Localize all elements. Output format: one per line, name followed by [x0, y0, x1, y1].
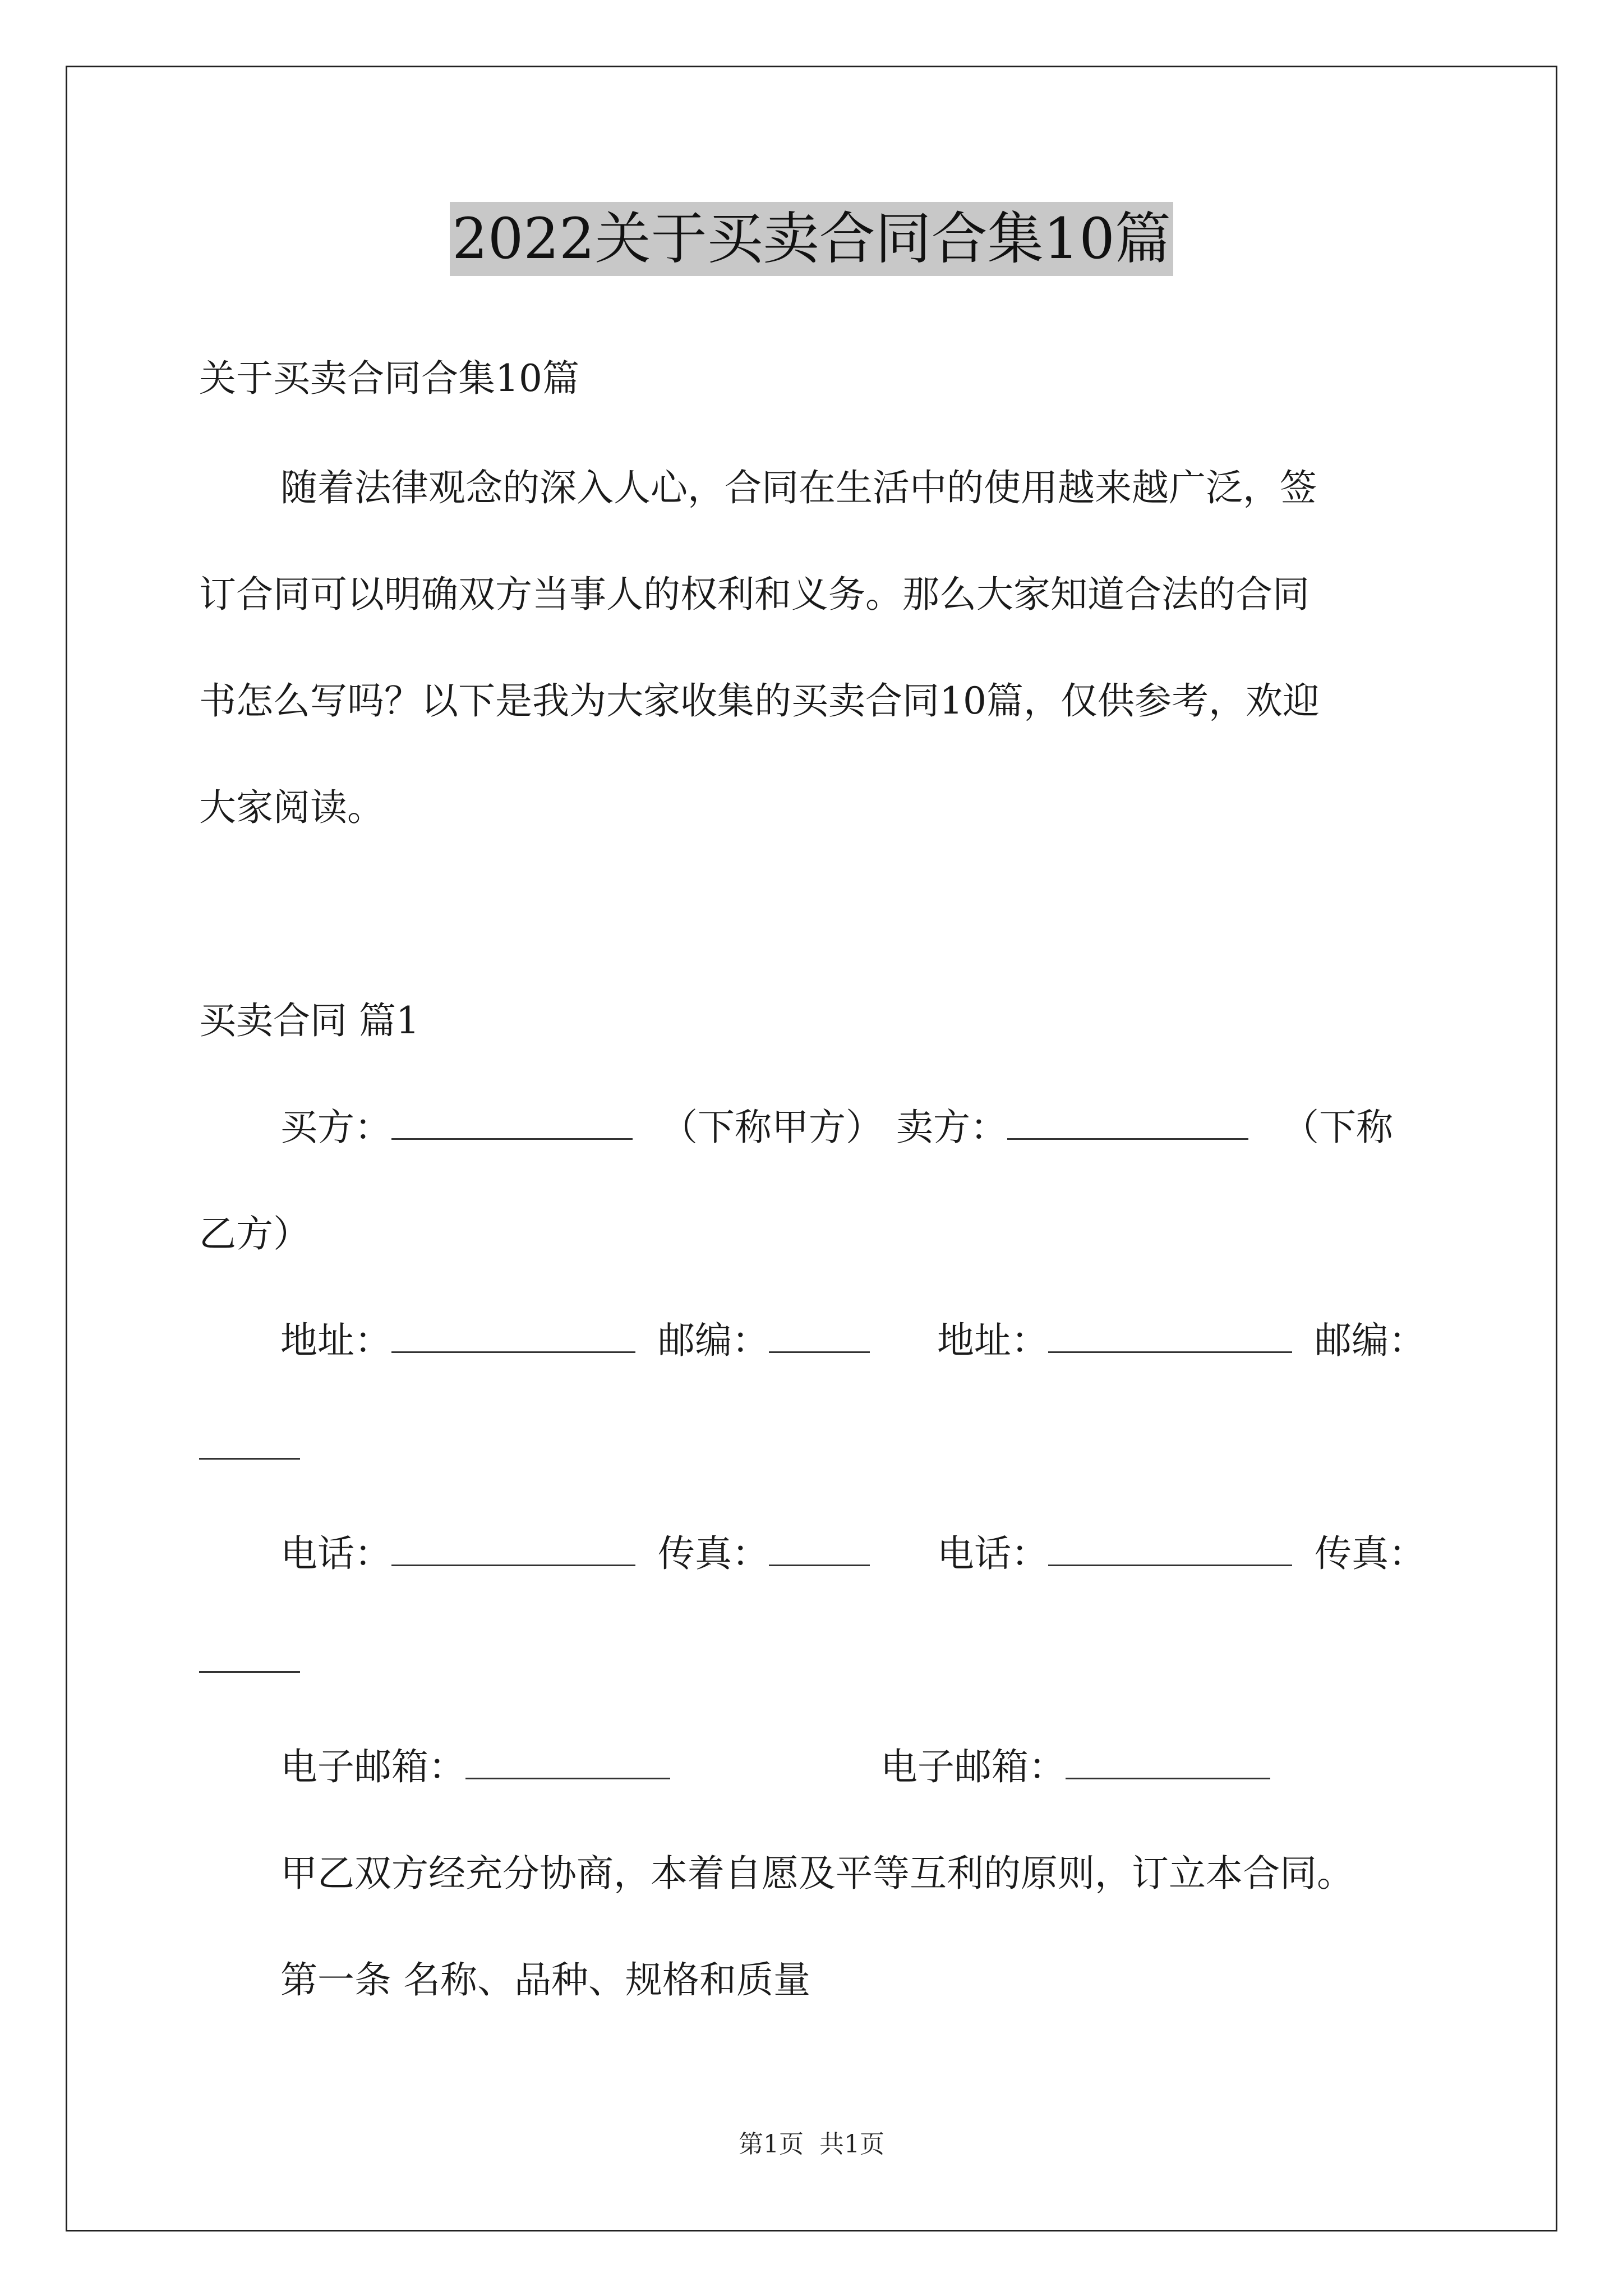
seller-blank[interactable]: [1007, 1106, 1248, 1140]
postcode-label-a: 邮编：: [658, 1319, 769, 1362]
phone-blank-b[interactable]: [1048, 1532, 1292, 1566]
page-footer: [0, 2129, 1623, 2160]
postcode-blank-a[interactable]: [769, 1319, 870, 1353]
footer-page: 第1页: [739, 2130, 804, 2159]
buyer-label: 买方：: [280, 1106, 391, 1149]
fax-label-b: 传真：: [1315, 1532, 1426, 1575]
phone-line: [280, 1531, 1426, 1576]
phone-label-a: 电话：: [280, 1532, 391, 1575]
parties-line: [280, 1105, 1393, 1150]
agreement-text: 甲乙双方经充分协商，本着自愿及平等互利的原则，订立本合同。: [280, 1852, 1354, 1895]
buyer-blank[interactable]: [391, 1106, 633, 1140]
address-blank-b[interactable]: [1048, 1319, 1292, 1353]
intro-line-4: 大家阅读。: [199, 786, 384, 829]
email-label-b: 电子邮箱：: [880, 1745, 1066, 1788]
seller-label: 卖方：: [896, 1106, 1007, 1149]
address-blank-a[interactable]: [391, 1319, 635, 1353]
postcode-blank-line: [199, 1425, 300, 1470]
email-blank-a[interactable]: [465, 1745, 670, 1779]
email-label-a: 电子邮箱：: [280, 1745, 465, 1788]
document-subtitle: 关于买卖合同合集10篇: [199, 357, 579, 400]
fax-label-a: 传真：: [658, 1532, 769, 1575]
section-heading: 买卖合同 篇1: [199, 999, 419, 1042]
postcode-label-b: 邮编：: [1315, 1319, 1426, 1362]
phone-blank-a[interactable]: [391, 1532, 635, 1566]
article-1-heading: 第一条 名称、品种、规格和质量: [280, 1958, 810, 2001]
phone-label-b: 电话：: [937, 1532, 1048, 1575]
email-blank-b[interactable]: [1066, 1745, 1270, 1779]
intro-line-2: 订合同可以明确双方当事人的权利和义务。那么大家知道合法的合同: [199, 573, 1310, 616]
address-line: [280, 1318, 1426, 1363]
seller-note-cont: 乙方）: [199, 1212, 310, 1255]
intro-line-3: 书怎么写吗？以下是我为大家收集的买卖合同10篇，仅供参考，欢迎: [199, 679, 1320, 723]
fax-blank-a[interactable]: [769, 1532, 870, 1566]
intro-line-1: 随着法律观念的深入人心，合同在生活中的使用越来越广泛，签: [280, 466, 1317, 509]
footer-total: 共1页: [819, 2130, 884, 2159]
address-label-a: 地址：: [280, 1319, 391, 1362]
address-label-b: 地址：: [937, 1319, 1048, 1362]
document-title: 2022关于买卖合同合集10篇: [450, 202, 1173, 276]
email-line: [280, 1745, 1270, 1789]
buyer-note: （下称甲方）: [661, 1106, 883, 1149]
postcode-blank-b[interactable]: [199, 1425, 300, 1460]
seller-note: （下称: [1282, 1106, 1393, 1149]
fax-blank-line: [199, 1638, 300, 1683]
fax-blank-b[interactable]: [199, 1639, 300, 1673]
title-wrap: [0, 202, 1623, 276]
